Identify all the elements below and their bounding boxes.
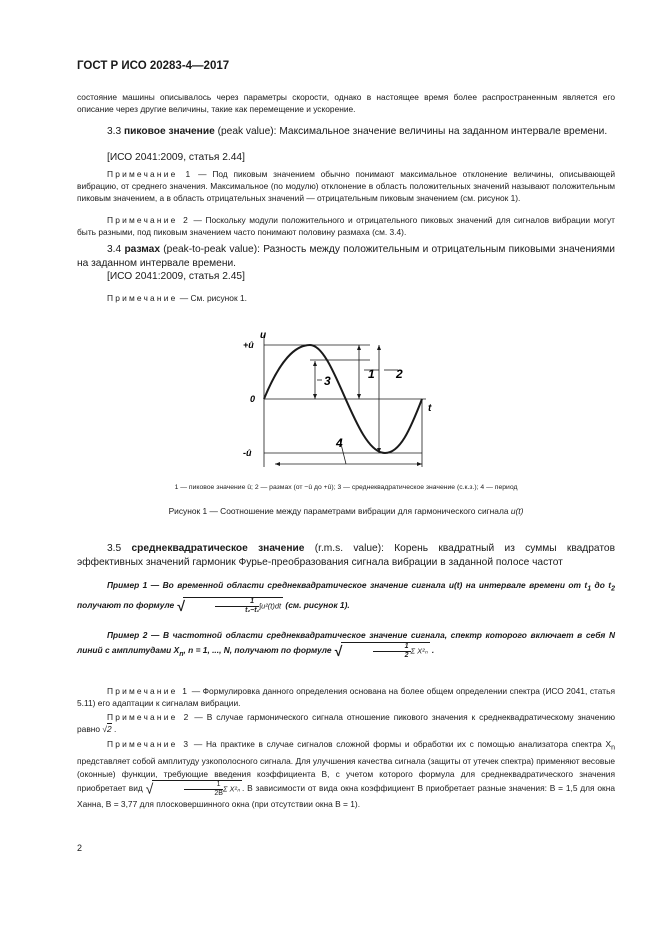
axis-label-t: t	[428, 403, 432, 414]
note-label: Примечание 1	[107, 686, 190, 696]
radical-sign: √	[333, 643, 342, 659]
figure-caption-var: u(t)	[510, 506, 524, 516]
definition-3-3	[77, 125, 615, 139]
sum: Σ X²ₙ	[222, 785, 240, 795]
sqrt-two: 2	[107, 724, 112, 734]
term-rms-value: среднеквадратическое значение	[131, 543, 305, 554]
denominator: 2B	[214, 790, 223, 798]
intro-paragraph: состояние машины описывалось через параметры скорости, однако в настоящее время более распространенным является его описание через другие величины, такие как перемещение и ускорение.	[77, 92, 615, 114]
figure-1-sine-diagram	[240, 325, 445, 475]
marker-4: 4	[336, 436, 343, 450]
definition-3-4	[77, 243, 615, 270]
note-label: Примечание 2	[107, 215, 191, 225]
note-3-5-2: Примечание 2 — В случае гармонического сигнала отношение пикового значения к среднеквадратическому значению равно √2 .	[77, 712, 616, 734]
note-text-b: представляет собой амплитуду узкополосного сигнала. Для улучшения качества сигнала (защиты от утечек спектра) применяют весовые (оконные) функции, требующие введения коэффициента B, с учетом которого формула для среднеквадратического значения приобретает вид	[77, 756, 615, 794]
example-2-text-b: , n = 1, ..., N, получают по формуле	[183, 645, 332, 656]
rms-arrow-head-bottom	[313, 394, 317, 399]
numerator: 1	[184, 781, 223, 790]
note-label: Примечание 3	[107, 739, 191, 749]
example-1-text-a: Пример 1 — Во временной области среднеквадратическое значение сигнала u(t) на интервале времени от t	[107, 580, 588, 590]
fraction	[373, 643, 411, 660]
note-3-5-3	[77, 738, 615, 811]
formula-2	[341, 642, 430, 660]
formula-3	[152, 780, 242, 798]
note-text: — Формулировка данного определения основана на более общем определении спектра (ИСО 2041, статья 5.11) его адаптации к сигналам вибрации.	[77, 686, 615, 708]
note-label: Примечание 1	[107, 169, 193, 179]
example-1	[77, 578, 615, 615]
note-3-3-2	[77, 214, 615, 238]
note-text-a: — На практике в случае сигналов сложной формы и обработки их с помощью анализатора спектра X	[190, 739, 612, 749]
denominator: 2	[404, 652, 409, 659]
note-3-4	[77, 292, 615, 304]
definition-text: (r.m.s. value): Корень квадратный из суммы квадратов эффективных значений гармоник Фурье-преобразования сигнала вибрации в заданной полосе частот	[77, 543, 615, 568]
numerator: 1	[215, 598, 259, 607]
reference-3-4: [ИСО 2041:2009, статья 2.45]	[107, 271, 245, 282]
marker-2: 2	[396, 367, 403, 381]
rms-arrow-head-top	[313, 361, 317, 366]
note-label: Примечание 2	[107, 712, 191, 722]
page-header: ГОСТ Р ИСО 20283-4—2017	[77, 60, 230, 72]
example-2-text-a: Пример 2 — В частотной области среднеквадратическое значение сигнала, спектр которого включает в себя N линий с амплитудами X	[77, 630, 615, 656]
denominator: t₂−t₁	[245, 606, 260, 614]
peak-arrow-head-bottom	[357, 394, 361, 399]
example-1-text-c: получают по формуле	[77, 599, 175, 610]
note-text: — Поскольку модули положительного и отрицательного пиковых значений для сигналов вибрации могут быть разными, под пиковым значением часто понимают половину размаха (см. 3.4).	[77, 215, 616, 237]
radical-sign: √	[102, 724, 107, 734]
marker-3: 3	[324, 374, 331, 388]
formula-1	[183, 597, 283, 615]
note-3-3-1	[77, 168, 615, 204]
clause-number: 3.3	[107, 126, 122, 137]
note-text: — Под пиковым значением обычно понимают максимальное отклонение величины, описывающей вибрацию, от среднего значения. Максимальное (по модулю) отклонение в область положительных значений называют положительным пиковым значением, а в область отрицательных значений — отрицательным пиковым значением (см. рисунок 1).	[77, 169, 616, 203]
definition-text: (peak-to-peak value): Разность между положительным и отрицательным пиковыми значениями на заданном интервале времени.	[77, 244, 615, 269]
tick-negative-peak: -û	[243, 448, 252, 458]
example-1-text-b: до t	[591, 580, 612, 590]
definition-3-5	[77, 542, 615, 569]
example-2: Пример 2 — В частотной области среднеквадратическое значение сигнала, спектр которого включает в себя N линий с амплитудами $X_n$, n = 1, ..., N, получают по формуле √ $\frac{1}{2}$ Σ X²ₙ .	[77, 630, 615, 659]
note-3-5-1	[77, 685, 615, 709]
figure-caption-text: Рисунок 1 — Соотношение между параметрами вибрации для гармонического сигнала	[168, 506, 511, 516]
term-peak-value: пиковое значение	[124, 126, 215, 137]
clause-number: 3.4	[107, 244, 122, 255]
period-arrow-head-left	[275, 462, 280, 466]
marker-1: 1	[368, 367, 375, 381]
reference-3-3: [ИСО 2041:2009, статья 2.44]	[107, 152, 245, 163]
period-arrow-head-right	[417, 462, 422, 466]
fraction	[184, 781, 223, 798]
example-1-text-d: (см. рисунок 1).	[283, 599, 350, 610]
term-peak-to-peak: размах	[124, 244, 160, 255]
subscript: 1	[587, 585, 592, 593]
note-label: Примечание	[107, 293, 178, 303]
note-text-c: . В зависимости от вида окна коэффициент B приобретает разные значения: B = 1,5 для окна Ханна, B = 3,77 для плосковершинного окна (при отсутствии окна B = 1).	[77, 783, 615, 810]
note-text: — В случае гармонического сигнала отношение пикового значения к среднеквадратическому значению равно	[77, 712, 616, 734]
axis-label-u: u	[260, 330, 267, 341]
subscript: n	[611, 744, 615, 752]
definition-text: (peak value): Максимальное значение величины на заданном интервале времени.	[214, 126, 608, 137]
sum: Σ X²ₙ	[410, 646, 428, 656]
tick-positive-peak: +û	[243, 340, 254, 350]
clause-number: 3.5	[107, 543, 122, 554]
figure-legend: 1 — пиковое значение û; 2 — размах (от −û до +û); 3 — среднеквадратическое значение (с.к.з.); 4 — период	[174, 484, 518, 491]
peak-arrow-head-top	[357, 345, 361, 350]
page-number: 2	[77, 843, 83, 853]
radical-sign: √	[145, 781, 154, 798]
radical-sign: √	[176, 597, 185, 614]
numerator: 1	[373, 643, 411, 652]
subscript: n	[179, 650, 184, 658]
tick-zero: 0	[250, 394, 256, 404]
subscript: 2	[611, 585, 615, 593]
fraction	[215, 598, 259, 615]
range-arrow-head-top	[377, 345, 381, 350]
integral: ∫u²(t)dt	[259, 601, 282, 611]
figure-caption	[77, 506, 615, 516]
note-text: — См. рисунок 1.	[177, 293, 247, 303]
